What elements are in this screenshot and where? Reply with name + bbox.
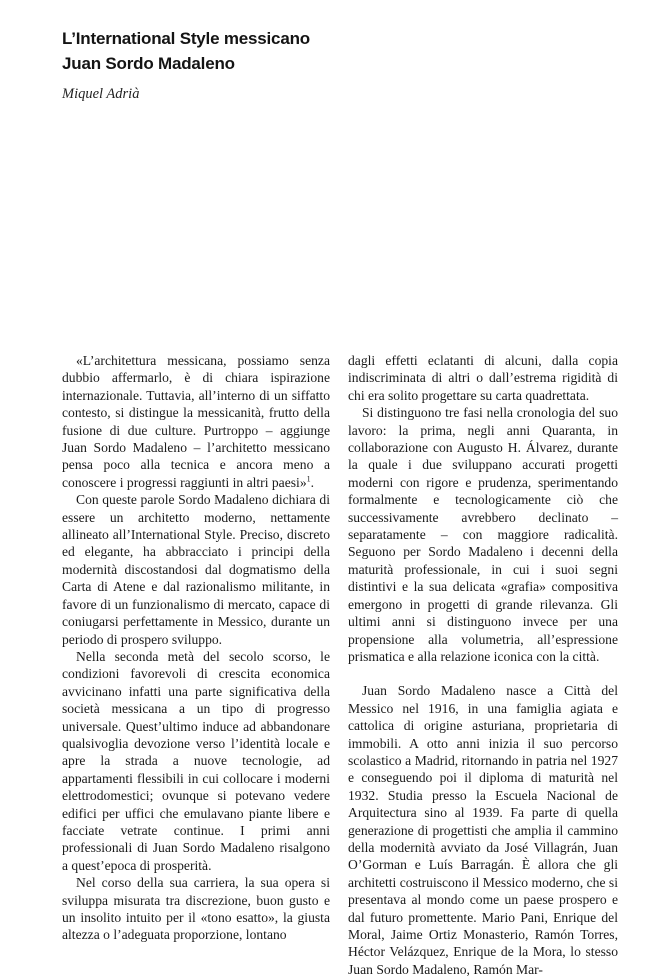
- author-name: Miquel Adrià: [62, 86, 140, 102]
- title-block: [62, 26, 310, 76]
- page-subtitle: Juan Sordo Madaleno: [62, 54, 235, 73]
- paragraph: Nella seconda metà del secolo scorso, le condizioni favorevoli di crescita economica avvicinano infatti una parte significativa della società messicana a un tipo di progresso universale. Quest’ultimo induce ad abbandonare qualsivoglia devozione verso l’identità locale e apre la strada a nuove tecnologie, ad appartamenti flessibili in cui collocare i moderni elettrodomestici; ovunque si potevano vedere edifici per uffici che emulavano piante libere e facciate vetrate continue. I primi anni professionali di Juan Sordo Madaleno risalgono a quest’epoca di prosperità.: [62, 648, 330, 873]
- text-column-right: [348, 352, 618, 978]
- text-column-left: [62, 352, 330, 944]
- paragraph: Nel corso della sua carriera, la sua opera si sviluppa misurata tra discrezione, buon gusto e un insolito intuito per il «tono esatto», la giusta altezza o l’adeguata proporzione, lontano: [62, 875, 330, 943]
- paragraph: dagli effetti eclatanti di alcuni, dalla copia indiscriminata di altri o dall’estrema rigidità di chi era solito progettare su carta quadrettata.: [348, 353, 618, 403]
- page-title: L’International Style messicano: [62, 29, 310, 48]
- paragraph: Juan Sordo Madaleno nasce a Città del Messico nel 1916, in una famiglia agiata e cattolica di origine asturiana, proprietaria di immobili. A otto anni inizia il suo percorso scolastico a Madrid, ritornando in patria nel 1927 e conseguendo poi il diploma di maturità nel 1932. Studia presso la Escuela Nacional de Arquitectura sino al 1939. Fa parte di quella generazione di progettisti che amplia il cammino della modernità avviato da José Villagrán, Juan O’Gorman e Luís Barragán. È allora che gli architetti costruiscono il Messico moderno, che si presentava al mondo come un paese prospero e dal futuro promettente. Mario Pani, Enrique del Moral, Jaime Ortiz Monasterio, Ramón Torres, Héctor Velázquez, Enrique de la Mora, lo stesso Juan Sordo Madaleno, Ramón Mar-: [348, 683, 618, 977]
- paragraph-text: «L’architettura messicana, possiamo senza dubbio affermarlo, è di chiara ispirazione internazionale. Tuttavia, all’interno di un siffatto contesto, si distingue la messicanità, frutto della fusione di due culture. Purtroppo – aggiunge Juan Sordo Madaleno – l’architetto messicano pensa poco alla tecnica e ancora meno a conoscere i progressi raggiunti in altri paesi»: [62, 353, 330, 490]
- paragraph: Si distinguono tre fasi nella cronologia del suo lavoro: la prima, negli anni Quaranta, in collaborazione con Augusto H. Álvarez, durante la quale i due sviluppano accurati progetti moderni con rigore e prudenza, sperimentando formalmente e tecnologicamente ciò che successivamente avrebbero declinato – separatamente – con maggiore radicalità. Seguono per Sordo Madaleno i decenni della maturità professionale, in cui i suoi segni distintivi e la sua delicata «grafia» compositiva emergono in progetti di grande rilevanza. Gli ultimi anni si distinguono invece per una propensione alla volumetria, all’espressione prismatica e alla relazione iconica con la città.: [348, 405, 618, 664]
- paragraph: Con queste parole Sordo Madaleno dichiara di essere un architetto moderno, nettamente allineato all’International Style. Preciso, discreto ed elegante, ha abbracciato i principi della modernità discostandosi dal dogmatismo della Carta di Atene e dal razionalismo militante, in favore di un funzionalismo di mercato, capace di coniugarsi perfettamente in Messico, durante un periodo di prospero sviluppo.: [62, 492, 330, 647]
- footnote-ref: 1: [306, 474, 311, 484]
- paragraph: «L’architettura messicana, possiamo senza dubbio affermarlo, è di chiara ispirazione internazionale. Tuttavia, all’interno di un siffatto contesto, si distingue la messicanità, frutto della fusione di due culture. Purtroppo – aggiunge Juan Sordo Madaleno – l’architetto messicano pensa poco alla tecnica e ancora meno a conoscere i progressi raggiunti in altri paesi»$^1$.: [62, 353, 330, 490]
